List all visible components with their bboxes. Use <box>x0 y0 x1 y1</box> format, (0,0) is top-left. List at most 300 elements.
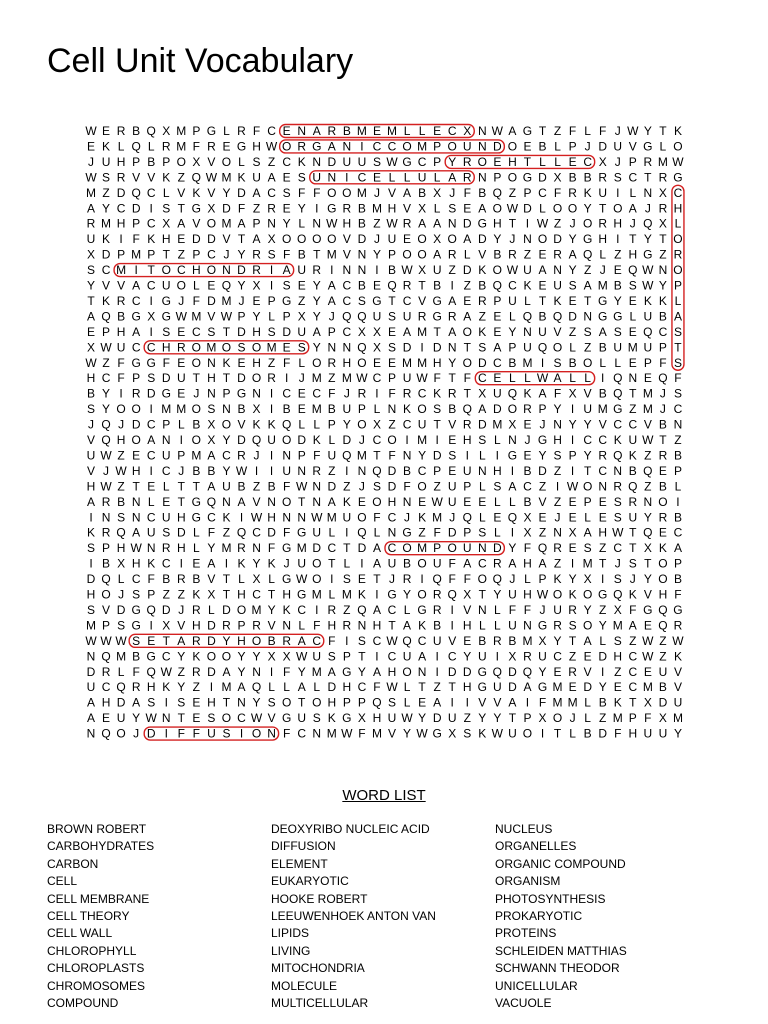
grid-letter: L <box>328 587 336 602</box>
grid-letter: V <box>418 293 427 308</box>
grid-letter: Z <box>568 324 577 339</box>
grid-letter: C <box>342 293 352 308</box>
grid-letter: M <box>86 185 96 200</box>
grid-letter: T <box>644 170 652 185</box>
grid-letter: C <box>387 510 397 525</box>
grid-letter: Z <box>614 247 622 262</box>
grid-letter: G <box>402 525 412 540</box>
grid-letter: B <box>598 340 607 355</box>
grid-letter: A <box>463 232 472 247</box>
grid-letter: U <box>583 402 592 417</box>
grid-letter: Z <box>328 463 336 478</box>
grid-letter: X <box>207 433 216 447</box>
grid-letter: Q <box>462 402 472 417</box>
grid-letter: Z <box>463 278 471 293</box>
word-list-item: CHROMOSOMES <box>47 978 146 993</box>
grid-letter: D <box>237 324 246 339</box>
grid-letter: R <box>493 556 502 571</box>
grid-letter: C <box>116 201 126 216</box>
grid-letter: T <box>192 479 201 494</box>
grid-letter: U <box>342 510 352 525</box>
grid-letter: X <box>86 247 96 262</box>
grid-letter: F <box>328 386 336 401</box>
grid-letter: C <box>297 602 307 617</box>
grid-letter: J <box>644 201 651 216</box>
word-list-item: CELL THEORY <box>47 909 130 924</box>
grid-letter: T <box>433 324 441 339</box>
grid-letter: S <box>117 510 126 525</box>
grid-letter: Q <box>613 386 623 401</box>
grid-letter: E <box>192 695 201 710</box>
grid-letter: D <box>207 633 216 648</box>
grid-letter: U <box>282 463 291 478</box>
grid-letter: V <box>673 664 682 679</box>
word-list-item: CHLOROPHYLL <box>47 943 137 958</box>
grid-letter: R <box>252 263 261 278</box>
grid-letter: N <box>357 247 367 262</box>
grid-letter: G <box>161 386 171 401</box>
grid-letter: S <box>147 695 156 710</box>
grid-letter: D <box>432 711 442 726</box>
grid-letter: L <box>674 293 682 308</box>
grid-letter: L <box>584 695 591 710</box>
grid-letter: R <box>553 618 562 633</box>
grid-letter: E <box>403 232 412 247</box>
grid-letter: P <box>252 216 261 231</box>
grid-letter: U <box>643 340 653 355</box>
grid-letter: Y <box>508 324 517 339</box>
grid-letter: U <box>508 618 517 633</box>
grid-letter: R <box>131 386 141 401</box>
grid-letter: L <box>268 309 275 324</box>
grid-letter: E <box>553 664 562 679</box>
grid-letter: E <box>568 680 577 695</box>
grid-letter: R <box>447 247 457 262</box>
grid-letter: U <box>297 263 307 278</box>
grid-letter: M <box>206 340 217 355</box>
grid-letter: H <box>342 680 352 695</box>
grid-letter: E <box>418 695 427 710</box>
grid-letter: B <box>568 170 577 185</box>
grid-letter: E <box>523 139 532 154</box>
word-list-item: PHOTOSYNTHESIS <box>495 891 606 906</box>
grid-letter: L <box>659 139 667 154</box>
grid-letter: I <box>224 556 229 571</box>
grid-letter: H <box>387 494 397 509</box>
grid-letter: C <box>146 510 156 525</box>
grid-letter: J <box>178 602 185 617</box>
grid-letter: L <box>117 572 125 587</box>
grid-letter: W <box>401 263 413 278</box>
grid-letter: A <box>282 263 291 278</box>
grid-letter: E <box>493 154 502 169</box>
grid-letter: K <box>312 433 321 447</box>
grid-letter: M <box>266 340 277 355</box>
grid-letter: Q <box>658 602 668 617</box>
grid-letter: G <box>131 355 141 370</box>
grid-letter: R <box>312 463 322 478</box>
grid-letter: I <box>345 463 349 478</box>
grid-letter: T <box>523 154 532 169</box>
grid-letter: I <box>450 602 454 617</box>
grid-letter: N <box>523 618 532 633</box>
grid-letter: C <box>673 402 683 417</box>
grid-letter: H <box>116 216 126 231</box>
grid-letter: P <box>523 711 532 726</box>
grid-letter: P <box>673 556 682 571</box>
grid-letter: W <box>175 309 187 324</box>
grid-letter: N <box>598 479 608 494</box>
word-list-item: EUKARYOTIC <box>271 874 349 889</box>
grid-letter: O <box>221 340 232 355</box>
grid-letter: N <box>402 448 412 463</box>
grid-letter: I <box>134 263 138 278</box>
grid-letter: G <box>372 293 382 308</box>
grid-letter: Q <box>658 618 668 633</box>
grid-letter: T <box>177 201 185 216</box>
grid-letter: F <box>388 386 396 401</box>
grid-letter: I <box>179 433 183 447</box>
grid-letter: I <box>315 201 319 216</box>
grid-letter: H <box>613 649 623 664</box>
grid-letter: I <box>375 649 379 664</box>
grid-letter: Q <box>357 309 367 324</box>
grid-letter: D <box>131 417 141 432</box>
grid-letter: O <box>673 263 683 278</box>
grid-letter: Y <box>568 417 577 432</box>
grid-letter: P <box>237 309 246 324</box>
grid-letter: H <box>372 711 382 726</box>
grid-letter: K <box>222 355 231 370</box>
grid-letter: Y <box>252 695 261 710</box>
grid-letter: S <box>86 402 96 417</box>
grid-letter: N <box>613 463 623 478</box>
grid-letter: M <box>161 402 172 417</box>
grid-letter: C <box>146 216 156 231</box>
grid-letter: C <box>613 417 623 432</box>
grid-letter: I <box>149 201 153 216</box>
grid-letter: P <box>463 479 472 494</box>
grid-letter: P <box>583 494 592 509</box>
grid-letter: S <box>267 324 276 339</box>
grid-letter: C <box>146 278 156 293</box>
grid-letter: X <box>267 649 276 664</box>
grid-letter: Y <box>177 649 186 664</box>
grid-letter: F <box>523 602 532 617</box>
grid-letter: T <box>358 649 366 664</box>
grid-letter: T <box>629 386 637 401</box>
grid-letter: Z <box>328 371 336 386</box>
grid-letter: P <box>222 386 231 401</box>
grid-letter: N <box>553 263 562 278</box>
grid-letter: K <box>478 324 487 339</box>
word-list-item: SCHWANN THEODOR <box>495 961 620 976</box>
grid-letter: O <box>251 340 262 355</box>
grid-letter: H <box>282 587 291 602</box>
grid-letter: I <box>570 556 575 571</box>
grid-letter: E <box>297 402 306 417</box>
grid-letter: D <box>86 664 96 679</box>
grid-letter: T <box>583 463 592 478</box>
grid-letter: K <box>628 587 637 602</box>
grid-letter: L <box>117 139 125 154</box>
grid-letter: S <box>237 340 246 355</box>
grid-letter: X <box>117 556 126 571</box>
grid-letter: A <box>673 541 682 556</box>
grid-letter: I <box>375 587 379 602</box>
grid-letter: L <box>584 510 591 525</box>
grid-letter: D <box>116 695 126 710</box>
grid-letter: U <box>432 556 442 571</box>
grid-letter: P <box>342 649 351 664</box>
grid-letter: R <box>176 572 186 587</box>
grid-letter: O <box>206 263 217 278</box>
grid-letter: D <box>357 541 367 556</box>
grid-letter: N <box>447 340 457 355</box>
grid-letter: O <box>673 232 683 247</box>
grid-letter: O <box>582 587 593 602</box>
grid-letter: I <box>269 278 274 293</box>
grid-letter: L <box>162 185 170 200</box>
grid-letter: D <box>161 371 171 386</box>
grid-letter: B <box>673 448 682 463</box>
grid-letter: N <box>282 448 291 463</box>
grid-letter: D <box>432 448 442 463</box>
grid-letter: K <box>267 556 276 571</box>
grid-letter: U <box>523 263 532 278</box>
grid-letter: Z <box>659 649 667 664</box>
grid-letter: Q <box>281 417 292 432</box>
grid-letter: V <box>267 618 276 633</box>
grid-letter: L <box>418 124 426 138</box>
grid-letter: J <box>88 417 94 432</box>
grid-letter: A <box>372 602 381 617</box>
grid-letter: X <box>658 711 667 726</box>
grid-letter: J <box>118 417 125 432</box>
grid-letter: Z <box>343 602 351 617</box>
grid-letter: M <box>387 124 397 138</box>
grid-letter: F <box>282 726 291 741</box>
grid-letter: I <box>570 402 575 417</box>
grid-letter: G <box>191 201 202 216</box>
grid-letter: V <box>222 232 231 247</box>
grid-letter: Y <box>282 216 291 231</box>
grid-letter: H <box>327 618 337 633</box>
grid-letter: L <box>478 448 486 463</box>
grid-letter: V <box>342 247 351 262</box>
grid-letter: A <box>267 170 276 185</box>
grid-letter: G <box>598 293 608 308</box>
grid-letter: D <box>357 232 367 247</box>
grid-letter: S <box>673 324 682 339</box>
grid-letter: U <box>417 170 427 185</box>
grid-letter: G <box>281 541 292 556</box>
grid-letter: K <box>86 525 96 540</box>
grid-letter: A <box>237 494 246 509</box>
grid-letter: C <box>312 386 322 401</box>
grid-letter: V <box>207 154 216 169</box>
grid-letter: H <box>86 479 96 494</box>
grid-letter: O <box>402 541 412 556</box>
grid-letter: Z <box>553 494 562 509</box>
word-list-item: COMPOUND <box>47 996 119 1011</box>
grid-letter: I <box>119 232 123 247</box>
grid-letter: H <box>432 355 442 370</box>
grid-letter: A <box>327 293 336 308</box>
grid-letter: X <box>372 417 381 432</box>
grid-letter: L <box>569 371 576 386</box>
grid-letter: A <box>237 216 246 231</box>
grid-letter: U <box>146 525 156 540</box>
grid-letter: Y <box>252 556 261 571</box>
grid-letter: N <box>86 649 96 664</box>
grid-letter: N <box>477 124 487 138</box>
grid-letter: I <box>269 463 274 478</box>
grid-letter: Z <box>388 417 396 432</box>
grid-letter: V <box>86 463 96 478</box>
grid-letter: R <box>658 510 668 525</box>
grid-letter: U <box>598 185 608 200</box>
grid-letter: B <box>132 124 141 138</box>
grid-letter: V <box>102 602 111 617</box>
grid-letter: D <box>327 479 337 494</box>
grid-letter: G <box>297 587 307 602</box>
grid-letter: A <box>372 664 381 679</box>
grid-letter: R <box>402 278 412 293</box>
grid-letter: C <box>267 124 276 138</box>
word-list-item: PROKARYOTIC <box>495 909 583 924</box>
grid-letter: E <box>357 572 366 587</box>
grid-letter: E <box>102 711 111 726</box>
grid-letter: C <box>207 510 216 525</box>
grid-letter: D <box>523 201 532 216</box>
grid-letter: M <box>522 355 533 370</box>
grid-letter: M <box>341 587 352 602</box>
grid-letter: M <box>432 510 443 525</box>
grid-letter: N <box>342 340 352 355</box>
grid-letter: H <box>176 541 186 556</box>
grid-letter: O <box>251 633 262 648</box>
grid-letter: L <box>298 618 306 633</box>
grid-letter: O <box>161 263 171 278</box>
grid-letter: S <box>252 154 261 169</box>
grid-letter: E <box>297 386 306 401</box>
grid-letter: N <box>357 618 367 633</box>
grid-letter: V <box>387 726 397 741</box>
grid-letter: Q <box>613 587 623 602</box>
grid-letter: M <box>417 324 428 339</box>
grid-letter: M <box>612 711 623 726</box>
grid-letter: N <box>417 664 427 679</box>
grid-letter: Y <box>312 293 321 308</box>
grid-letter: U <box>342 154 352 169</box>
grid-letter: W <box>115 633 127 648</box>
grid-letter: E <box>207 278 216 293</box>
grid-letter: Q <box>387 278 397 293</box>
grid-letter: G <box>161 309 171 324</box>
grid-letter: A <box>478 402 487 417</box>
grid-letter: P <box>643 355 652 370</box>
grid-letter: H <box>598 525 608 540</box>
grid-letter: H <box>508 154 517 169</box>
grid-letter: Y <box>418 711 427 726</box>
grid-letter: B <box>403 463 412 478</box>
grid-letter: O <box>447 541 457 556</box>
grid-letter: L <box>193 541 200 556</box>
grid-letter: M <box>311 664 322 679</box>
grid-letter: N <box>628 371 638 386</box>
grid-letter: T <box>674 340 682 355</box>
grid-letter: F <box>282 247 291 262</box>
grid-letter: N <box>387 525 397 540</box>
grid-letter: V <box>643 417 652 432</box>
grid-letter: D <box>207 293 216 308</box>
grid-letter: R <box>116 124 126 138</box>
grid-letter: U <box>387 232 397 247</box>
grid-letter: C <box>417 633 427 648</box>
grid-letter: X <box>147 309 156 324</box>
grid-letter: T <box>629 232 637 247</box>
grid-letter: R <box>523 649 532 664</box>
grid-letter: R <box>297 139 307 154</box>
grid-letter: W <box>612 525 624 540</box>
grid-letter: C <box>628 680 638 695</box>
grid-letter: E <box>418 494 427 509</box>
grid-letter: Y <box>132 711 141 726</box>
grid-letter: C <box>342 278 352 293</box>
grid-letter: Y <box>448 154 457 169</box>
grid-letter: U <box>161 510 171 525</box>
grid-letter: E <box>162 494 171 509</box>
grid-letter: P <box>538 402 547 417</box>
grid-letter: E <box>568 541 577 556</box>
grid-letter: O <box>522 726 533 741</box>
grid-letter: Z <box>674 433 682 447</box>
grid-letter: R <box>658 201 668 216</box>
grid-letter: S <box>628 556 637 571</box>
grid-letter: E <box>493 324 502 339</box>
grid-letter: Y <box>643 572 652 587</box>
grid-letter: A <box>583 633 592 648</box>
grid-letter: L <box>509 309 516 324</box>
grid-letter: F <box>553 386 562 401</box>
grid-letter: U <box>312 170 322 185</box>
grid-letter: A <box>86 201 96 216</box>
grid-letter: B <box>613 278 622 293</box>
word-list-item: HOOKE ROBERT <box>271 891 368 906</box>
grid-letter: P <box>342 695 351 710</box>
grid-letter: C <box>447 649 457 664</box>
grid-letter: E <box>282 201 291 216</box>
grid-letter: U <box>387 556 397 571</box>
grid-letter: A <box>508 695 517 710</box>
grid-letter: Y <box>237 664 246 679</box>
grid-letter: D <box>477 417 487 432</box>
grid-letter: L <box>554 139 561 154</box>
grid-letter: G <box>522 124 533 138</box>
grid-letter: A <box>628 618 637 633</box>
grid-letter: L <box>478 479 486 494</box>
grid-letter: T <box>644 556 652 571</box>
grid-letter: A <box>418 649 427 664</box>
grid-letter: A <box>508 556 517 571</box>
grid-letter: V <box>673 680 682 695</box>
grid-letter: T <box>538 293 547 308</box>
grid-letter: D <box>387 463 397 478</box>
grid-letter: R <box>207 139 216 154</box>
word-list-item: ORGANIC COMPOUND <box>495 856 626 871</box>
grid-letter: T <box>298 695 306 710</box>
